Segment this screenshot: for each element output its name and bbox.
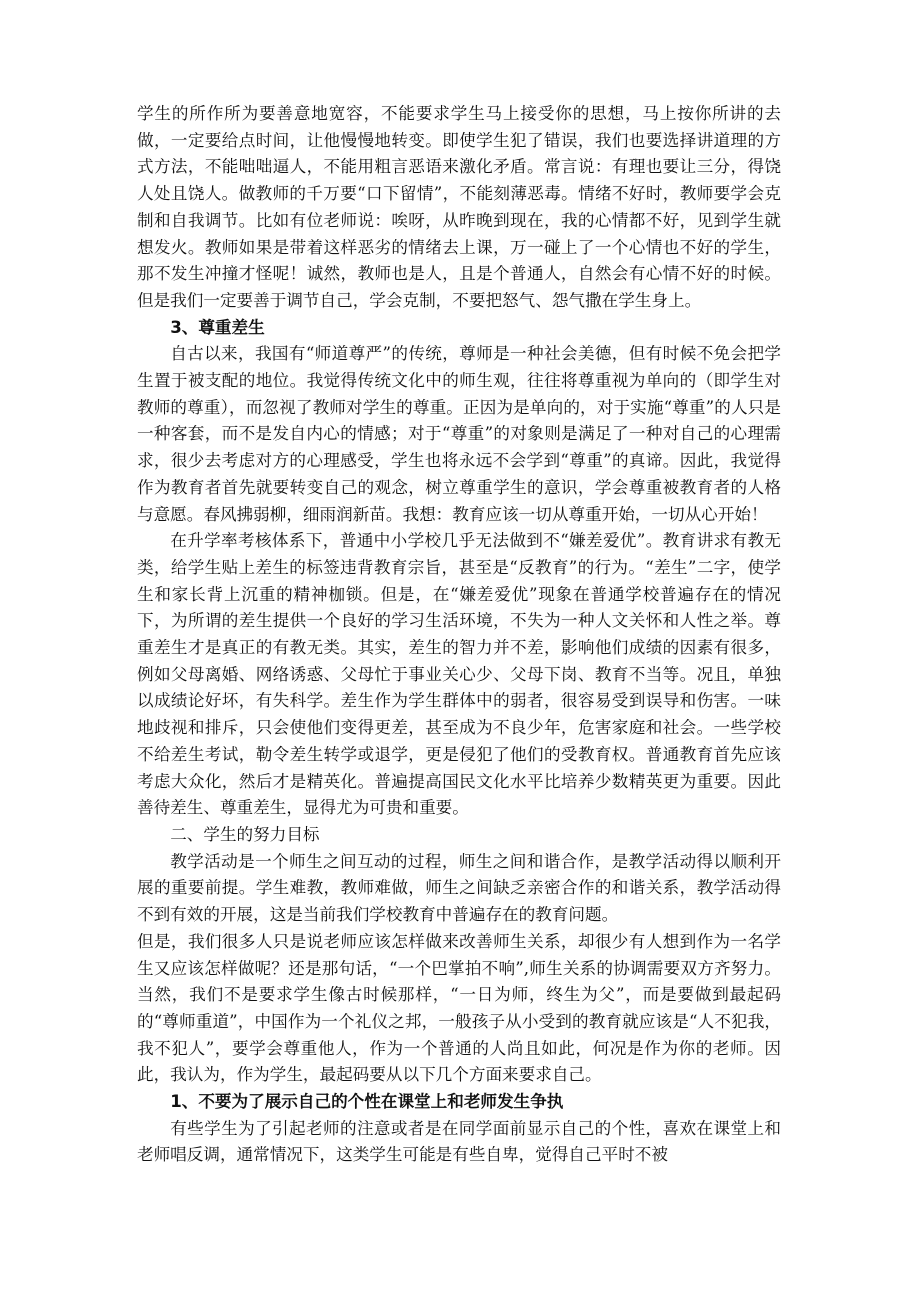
paragraph-2: 自古以来，我国有“师道尊严”的传统，尊师是一种社会美德，但有时候不免会把学生置于被支配的地位。我觉得传统文化中的师生观，往往将尊重视为单向的（即学生对教师的尊重），而忽视了教师对学生的尊重。正因为是单向的，对于实施“尊重”的人只是一种客套，而不是发自内心的情感；对于“尊重”的对象则是满足了一种对自己的心理需求，很少去考虑对方的心理感受，学生也将永远不会学到“尊重”的真谛。因此，我觉得作为教育者首先就要转变自己的观念，树立尊重学生的意识，学会尊重被教育者的人格与意愿。春风拂弱柳，细雨润新苗。我想：教育应该一切从尊重开始，一切从心开始！	[137, 344, 781, 524]
paragraph-3: 在升学率考核体系下，普通中小学校几乎无法做到不“嫌差爱优”。教育讲求有教无类，给学生贴上差生的标签违背教育宗旨，甚至是“反教育”的行为。“差生”二字，使学生和家长背上沉重的精神枷锁。但是，在“嫌差爱优”现象在普通学校普遍存在的情况下，为所谓的差生提供一个良好的学习生活环境，不失为一种人文关怀和人性之举。尊重差生才是真正的有教无类。其实，差生的智力并不差，影响他们成绩的因素有很多，例如父母离婚、网络诱惑、父母忙于事业关心少、父母下岗、教育不当等。况且，单独以成绩论好坏，有失科学。差生作为学生群体中的弱者，很容易受到误导和伤害。一味地歧视和排斥，只会使他们变得更差，甚至成为不良少年，危害家庭和社会。一些学校不给差生考试，勒令差生转学或退学，更是侵犯了他们的受教育权。普通教育首先应该考虑大众化，然后才是精英化。普遍提高国民文化水平比培养少数精英更为重要。因此善待差生、尊重差生，显得尤为可贵和重要。	[137, 531, 781, 818]
paragraph-5: 但是，我们很多人只是说老师应该怎样做来改善师生关系，却很少有人想到作为一名学生又应该怎样做呢？还是那句话，“一个巴掌拍不响”,师生关系的协调需要双方齐努力。当然，我们不是要求学生像古时候那样，“一日为师，终生为父”，而是要做到最起码的“尊师重道”，中国作为一个礼仪之邦，一般孩子从小受到的教育就应该是“人不犯我，我不犯人”，要学会尊重他人，作为一个普通的人尚且如此，何况是作为你的老师。因此，我认为，作为学生，最起码要从以下几个方面来要求自己。	[137, 931, 781, 1085]
paragraph-1: 学生的所作所为要善意地宽容，不能要求学生马上接受你的思想，马上按你所讲的去做，一定要给点时间，让他慢慢地转变。即使学生犯了错误，我们也要选择讲道理的方式方法，不能咄咄逼人，不能用粗言恶语来激化矛盾。常言说：有理也要让三分，得饶人处且饶人。做教师的千万要“口下留情”，不能刻薄恶毒。情绪不好时，教师要学会克制和自我调节。比如有位老师说：唉呀，从昨晚到现在，我的心情都不好，见到学生就想发火。教师如果是带着这样恶劣的情绪去上课，万一碰上了一个心情也不好的学生，那不发生冲撞才怪呢！诚然，教师也是人，且是个普通人，自然会有心情不好的时候。但是我们一定要善于调节自己，学会克制，不要把怒气、怨气撒在学生身上。	[137, 104, 781, 310]
paragraph-6: 有些学生为了引起老师的注意或者是在同学面前显示自己的个性，喜欢在课堂上和老师唱反调，通常情况下，这类学生可能是有些自卑，觉得自己平时不被	[137, 1118, 781, 1165]
paragraph-4: 教学活动是一个师生之间互动的过程，师生之间和谐合作，是教学活动得以顺利开展的重要前提。学生难教，教师难做，师生之间缺乏亲密合作的和谐关系，教学活动得不到有效的开展，这是当前我们学校教育中普遍存在的教育问题。	[137, 851, 781, 925]
section-heading-student-goals: 二、学生的努力目标	[170, 824, 320, 844]
section-heading-no-classroom-conflict: 1、不要为了展示自己的个性在课堂上和老师发生争执	[170, 1092, 564, 1112]
section-heading-respect-weak-students: 3、尊重差生	[170, 317, 265, 337]
document-page	[137, 101, 781, 1169]
